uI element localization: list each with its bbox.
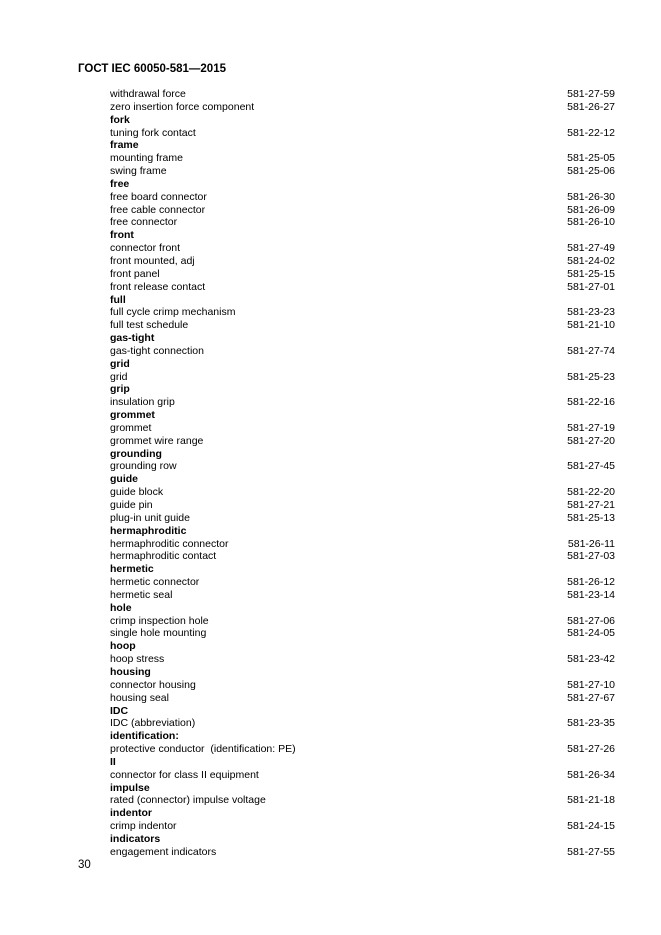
term-label: engagement indicators xyxy=(110,845,217,858)
index-entry xyxy=(110,396,615,409)
term-code: 581-26-30 xyxy=(567,190,615,203)
heading-label: identification: xyxy=(110,730,179,743)
term-code: 581-25-15 xyxy=(567,267,615,280)
index-entry xyxy=(110,486,615,499)
index-entry xyxy=(110,589,615,602)
index-heading xyxy=(110,602,615,615)
index-heading xyxy=(110,114,615,127)
term-code: 581-27-10 xyxy=(567,678,615,691)
term-code: 581-21-10 xyxy=(567,319,615,332)
index-entry xyxy=(110,216,615,229)
term-code: 581-27-74 xyxy=(567,344,615,357)
index-entry xyxy=(110,538,615,551)
term-code: 581-22-12 xyxy=(567,126,615,139)
term-label: hermaphroditic contact xyxy=(110,550,217,563)
index-heading xyxy=(110,730,615,743)
index-entry xyxy=(110,627,615,640)
term-code: 581-27-49 xyxy=(567,242,615,255)
index-heading xyxy=(110,178,615,191)
index-heading xyxy=(110,409,615,422)
index-entry xyxy=(110,550,615,563)
term-label: full test schedule xyxy=(110,319,189,332)
index-entry xyxy=(110,242,615,255)
term-code: 581-26-10 xyxy=(567,216,615,229)
heading-label: front xyxy=(110,229,134,242)
term-label: housing seal xyxy=(110,691,169,704)
index-entry xyxy=(110,371,615,384)
heading-label: guide xyxy=(110,473,138,486)
term-code: 581-21-18 xyxy=(567,794,615,807)
term-code: 581-25-05 xyxy=(567,152,615,165)
term-label: insulation grip xyxy=(110,396,175,409)
heading-label: hole xyxy=(110,601,132,614)
index-heading xyxy=(110,358,615,371)
heading-label: free xyxy=(110,177,130,190)
term-label: hoop stress xyxy=(110,653,165,666)
term-code: 581-27-01 xyxy=(567,280,615,293)
index-heading xyxy=(110,139,615,152)
heading-label: grommet xyxy=(110,409,155,422)
term-code: 581-27-45 xyxy=(567,460,615,473)
heading-label: indicators xyxy=(110,832,161,845)
term-code: 581-24-02 xyxy=(567,254,615,267)
term-code: 581-24-05 xyxy=(567,627,615,640)
term-label: connector for class II equipment xyxy=(110,768,259,781)
index-entry xyxy=(110,846,615,859)
term-code: 581-27-06 xyxy=(567,614,615,627)
page-number: 30 xyxy=(78,859,91,871)
term-code: 581-27-20 xyxy=(567,434,615,447)
index-heading xyxy=(110,332,615,345)
term-code: 581-23-35 xyxy=(567,717,615,730)
heading-label: impulse xyxy=(110,781,150,794)
term-label: connector front xyxy=(110,242,181,255)
index-entry xyxy=(110,127,615,140)
index-heading xyxy=(110,563,615,576)
term-label: front mounted, adj xyxy=(110,254,195,267)
index-heading xyxy=(110,473,615,486)
term-label: hermetic seal xyxy=(110,588,173,601)
term-code: 581-27-55 xyxy=(567,845,615,858)
heading-label: grid xyxy=(110,357,130,370)
index-entry xyxy=(110,769,615,782)
term-code: 581-24-15 xyxy=(567,820,615,833)
term-label: hermaphroditic connector xyxy=(110,537,229,550)
term-code: 581-22-20 xyxy=(567,486,615,499)
term-code: 581-27-59 xyxy=(567,88,615,100)
term-label: free cable connector xyxy=(110,203,206,216)
term-code: 581-26-11 xyxy=(567,537,615,550)
term-code: 581-25-06 xyxy=(567,165,615,178)
term-code: 581-26-27 xyxy=(567,100,615,113)
index-entry xyxy=(110,512,615,525)
index-entry xyxy=(110,152,615,165)
term-label: rated (connector) impulse voltage xyxy=(110,794,266,807)
term-code: 581-27-03 xyxy=(567,550,615,563)
term-label: hermetic connector xyxy=(110,576,200,589)
term-label: crimp indentor xyxy=(110,820,177,833)
index-entry xyxy=(110,101,615,114)
index-entry xyxy=(110,255,615,268)
term-label: connector housing xyxy=(110,678,196,691)
term-code: 581-23-23 xyxy=(567,306,615,319)
term-label: guide block xyxy=(110,486,164,499)
index-entry xyxy=(110,165,615,178)
index-heading xyxy=(110,782,615,795)
term-label: grommet xyxy=(110,421,152,434)
index-entry xyxy=(110,679,615,692)
index-heading xyxy=(110,756,615,769)
term-label: free board connector xyxy=(110,190,207,203)
term-label: mounting frame xyxy=(110,152,183,165)
term-code: 581-23-42 xyxy=(567,653,615,666)
term-code: 581-27-67 xyxy=(567,691,615,704)
term-code: 581-25-23 xyxy=(567,370,615,383)
term-label: protective conductor (identification: PE) xyxy=(110,743,296,756)
index-heading xyxy=(110,833,615,846)
index-heading xyxy=(110,807,615,820)
term-label: tuning fork contact xyxy=(110,126,196,139)
term-label: crimp inspection hole xyxy=(110,614,209,627)
index-entry xyxy=(110,281,615,294)
heading-label: grip xyxy=(110,383,130,396)
heading-label: frame xyxy=(110,139,139,152)
index-heading xyxy=(110,294,615,307)
term-label: front release contact xyxy=(110,280,206,293)
term-label: plug-in unit guide xyxy=(110,511,190,524)
term-label: zero insertion force component xyxy=(110,100,255,113)
index-entry xyxy=(110,615,615,628)
heading-label: fork xyxy=(110,113,130,126)
term-label: full cycle crimp mechanism xyxy=(110,306,236,319)
index-entry xyxy=(110,204,615,217)
index-entry xyxy=(110,692,615,705)
page-header: ГОСТ IEC 60050-581—2015 xyxy=(78,63,226,75)
index-entry xyxy=(110,576,615,589)
heading-label: indentor xyxy=(110,807,152,820)
heading-label: hoop xyxy=(110,640,136,653)
index-heading xyxy=(110,705,615,718)
term-label: withdrawal force xyxy=(110,88,186,100)
term-label: grid xyxy=(110,370,128,383)
heading-label: II xyxy=(110,755,116,768)
index-entry xyxy=(110,820,615,833)
index-entry xyxy=(110,653,615,666)
index-entry xyxy=(110,268,615,281)
index-heading xyxy=(110,640,615,653)
index-heading xyxy=(110,448,615,461)
index-entry xyxy=(110,319,615,332)
term-label: free connector xyxy=(110,216,178,229)
index-heading xyxy=(110,666,615,679)
term-label: IDC (abbreviation) xyxy=(110,717,196,730)
index-entry xyxy=(110,743,615,756)
index-entry xyxy=(110,306,615,319)
heading-label: gas-tight xyxy=(110,332,155,345)
term-label: grounding row xyxy=(110,460,177,473)
term-code: 581-26-34 xyxy=(567,768,615,781)
term-code: 581-27-26 xyxy=(567,743,615,756)
index-entry xyxy=(110,435,615,448)
index-entry xyxy=(110,499,615,512)
heading-label: grounding xyxy=(110,447,162,460)
term-label: gas-tight connection xyxy=(110,344,204,357)
term-code: 581-22-16 xyxy=(567,396,615,409)
term-code: 581-27-21 xyxy=(567,499,615,511)
term-label: swing frame xyxy=(110,165,167,178)
heading-label: full xyxy=(110,293,126,306)
heading-label: housing xyxy=(110,665,151,678)
term-label: single hole mounting xyxy=(110,627,207,640)
term-code: 581-25-13 xyxy=(567,511,615,524)
term-code: 581-27-19 xyxy=(567,421,615,434)
index-heading xyxy=(110,229,615,242)
index-entry xyxy=(110,88,615,101)
index-entry xyxy=(110,794,615,807)
term-code: 581-23-14 xyxy=(567,588,615,601)
term-label: grommet wire range xyxy=(110,434,204,447)
index-heading xyxy=(110,525,615,538)
index-entry xyxy=(110,422,615,435)
term-label: front panel xyxy=(110,267,160,280)
index-entry xyxy=(110,191,615,204)
term-index xyxy=(110,88,615,859)
index-entry xyxy=(110,717,615,730)
index-entry xyxy=(110,460,615,473)
term-code: 581-26-12 xyxy=(567,576,615,589)
heading-label: IDC xyxy=(110,704,129,717)
term-label: guide pin xyxy=(110,499,153,511)
index-heading xyxy=(110,383,615,396)
term-code: 581-26-09 xyxy=(567,203,615,216)
heading-label: hermaphroditic xyxy=(110,524,187,537)
heading-label: hermetic xyxy=(110,563,154,576)
index-entry xyxy=(110,345,615,358)
